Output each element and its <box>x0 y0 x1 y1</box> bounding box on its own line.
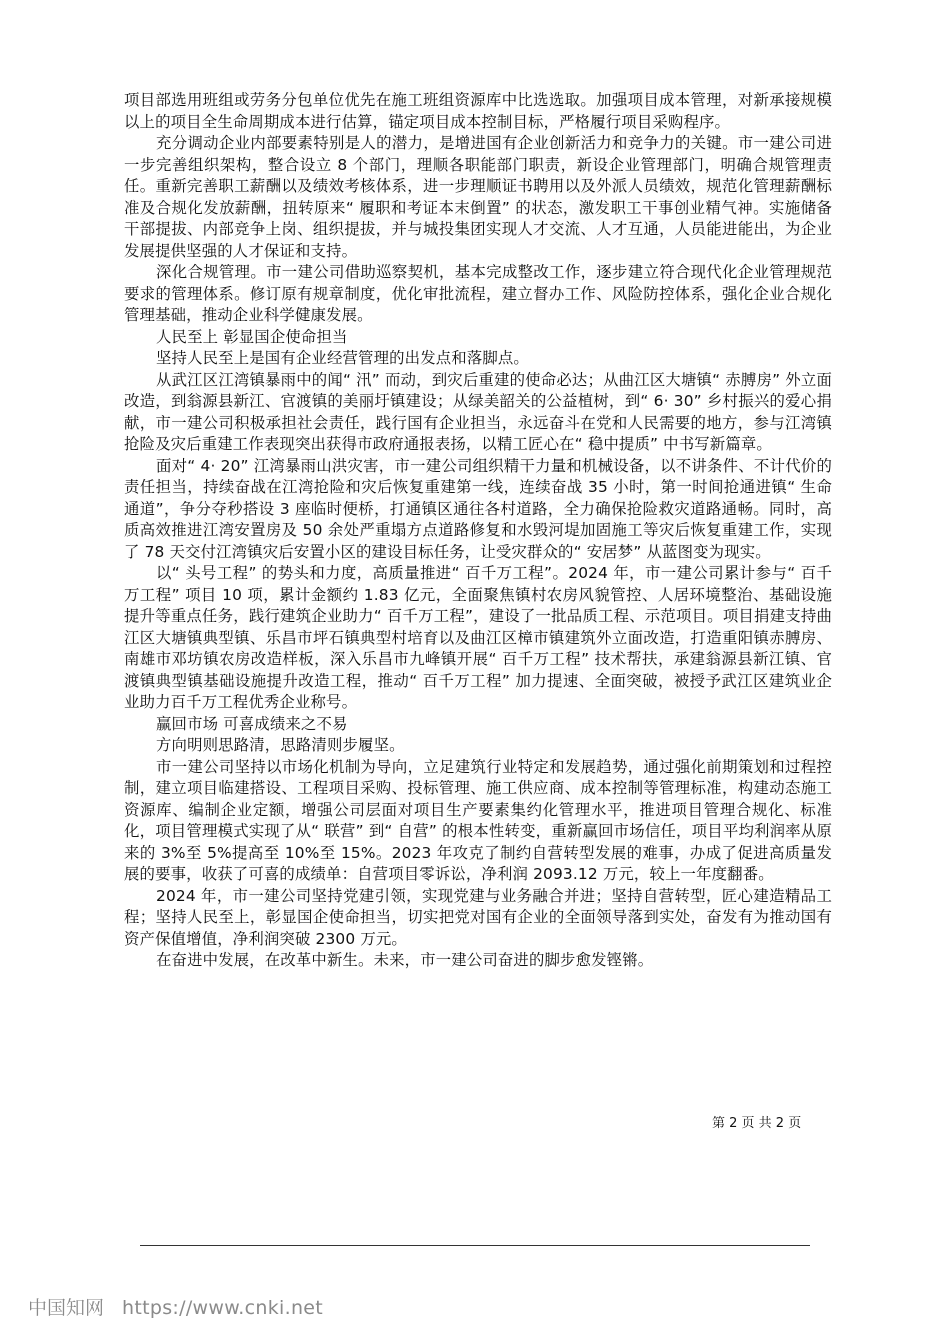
paragraph-1: 项目部选用班组或劳务分包单位优先在施工班组资源库中比选选取。加强项目成本管理，对新承接规模以上的项目全生命周期成本进行估算，锚定项目成本控制目标，严格履行项目采购程序。 <box>124 91 832 131</box>
paragraph-6: 从武江区江湾镇暴雨中的闻“ 汛” 而动，到灾后重建的使命必达；从曲江区大塘镇“ 赤膊房” 外立面改造，到翁源县新江、官渡镇的美丽圩镇建设；从绿美韶关的公益植树，到“ 6· 30” 乡村振兴的爱心捐献，市一建公司积极承担社会责任，践行国有企业担当，永远奋斗在党和人民需要的地方，参与江湾镇抢险及灾后重建工作表现突出获得市政府通报表扬，以精工匠心在“ 稳中提质” 中书写新篇章。 <box>124 370 832 453</box>
paragraph-8: 以“ 头号工程” 的势头和力度，高质量推进“ 百千万工程”。2024 年，市一建公司累计参与“ 百千万工程” 项目 10 项，累计金额约 1.83 亿元，全面聚焦镇村农房风貌管控、人居环境整治、基础设施提升等重点任务，践行建筑企业助力“ 百千万工程”，建设了一批品质工程、示范项目。项目捐建支持曲江区大塘镇典型镇、乐昌市坪石镇典型村培育以及曲江区樟市镇建筑外立面改造，打造重阳镇赤膊房、南雄市邓坊镇农房改造样板，深入乐昌市九峰镇开展“ 百千万工程” 技术帮扶，承建翁源县新江镇、官渡镇典型镇基础设施提升改造工程，推动“ 百千万工程” 加力提速、全面突破，被授予武江区建筑业企业助力百千万工程优秀企业称号。 <box>124 564 832 711</box>
paragraph-3: 深化合规管理。市一建公司借助巡察契机，基本完成整改工作，逐步建立符合现代化企业管理规范要求的管理体系。修订原有规章制度，优化审批流程，建立督办工作、风险防控体系，强化企业合规化管理基础，推动企业科学健康发展。 <box>124 263 832 324</box>
watermark-brand: 中国知网 <box>28 1297 105 1319</box>
paragraph-13: 在奋进中发展，在改革中新生。未来，市一建公司奋进的脚步愈发铿锵。 <box>156 951 654 969</box>
watermark-url: https://www.cnki.net <box>122 1297 324 1319</box>
cnki-watermark <box>28 1293 323 1320</box>
section-heading-win-market: 赢回市场 可喜成绩来之不易 <box>156 714 348 733</box>
paragraph-10: 方向明则思路清，思路清则步履坚。 <box>156 736 405 754</box>
footer-divider <box>140 1245 810 1246</box>
paragraph-2: 充分调动企业内部要素特别是人的潜力，是增进国有企业创新活力和竞争力的关键。市一建公司进一步完善组织架构，整合设立 8 个部门，理顺各职能部门职责，新设企业管理部门，明确合规管理责任。重新完善职工薪酬以及绩效考核体系，进一步理顺证书聘用以及外派人员绩效，规范化管理薪酬标准及合规化发放薪酬，扭转原来“ 履职和考证本末倒置” 的状态，激发职工干事创业精气神。实施储备干部提拔、内部竞争上岗、组织提拔，并与城投集团实现人才交流、人才互通，人员能进能出，为企业发展提供坚强的人才保证和支持。 <box>124 134 832 260</box>
section-heading-people-first: 人民至上 彰显国企使命担当 <box>156 327 348 346</box>
paragraph-11: 市一建公司坚持以市场化机制为导向，立足建筑行业特定和发展趋势，通过强化前期策划和过程控制，建立项目临建搭设、工程项目采购、投标管理、施工供应商、成本控制等管理标准，构建动态施工资源库、编制企业定额，增强公司层面对项目生产要素集约化管理水平，推进项目管理合规化、标准化，项目管理模式实现了从“ 联营” 到“ 自营” 的根本性转变，重新赢回市场信任，项目平均利润率从原来的 3%至 5%提高至 10%至 15%。2023 年攻克了制约自营转型发展的难事，办成了促进高质量发展的要事，收获了可喜的成绩单：自营项目零诉讼，净利润 2093.12 万元，较上一年度翻番。 <box>124 757 832 883</box>
paragraph-12: 2024 年，市一建公司坚持党建引领，实现党建与业务融合并进；坚持自营转型，匠心建造精品工程；坚持人民至上，彰显国企使命担当，切实把党对国有企业的全面领导落到实处，奋发有为推动国有资产保值增值，净利润突破 2300 万元。 <box>124 886 832 948</box>
document-body <box>124 90 832 972</box>
paragraph-5: 坚持人民至上是国有企业经营管理的出发点和落脚点。 <box>156 349 529 367</box>
paragraph-7: 面对“ 4· 20” 江湾暴雨山洪灾害，市一建公司组织精干力量和机械设备，以不讲条件、不计代价的责任担当，持续奋战在江湾抢险和灾后恢复重建第一线，连续奋战 35 小时，第一时间抢通进镇“ 生命通道”，争分夺秒搭设 3 座临时便桥，打通镇区通往各村道路，全力确保抢险救灾道路通畅。同时，高质高效推进江湾安置房及 50 余处严重塌方点道路修复和水毁河堤加固施工等灾后恢复重建工作，实现了 78 天交付江湾镇灾后安置小区的建设目标任务，让受灾群众的“ 安居梦” 从蓝图变为现实。 <box>124 456 832 561</box>
page-number: 第 2 页 共 2 页 <box>712 1116 802 1131</box>
